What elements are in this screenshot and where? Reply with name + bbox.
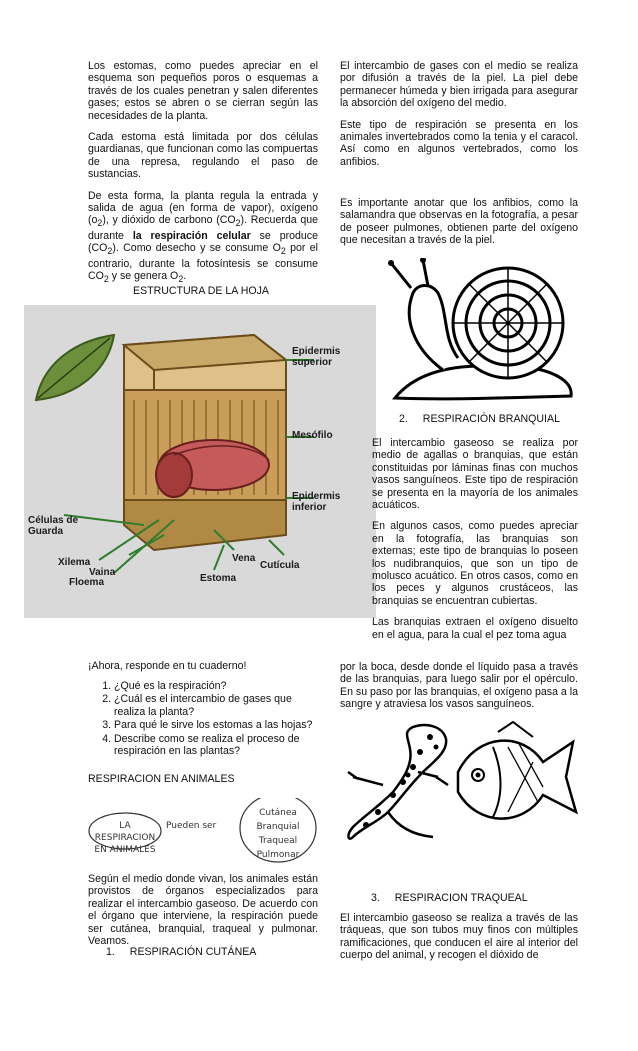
label-xilema: Xilema — [58, 557, 91, 568]
amphibian-paragraph-wrap — [340, 197, 578, 256]
heading-cutanea — [106, 946, 256, 958]
animal-organs-text: Según el medio donde vivan, los animales están provistos de órganos especializados para realizar el intercambio gaseoso. De acuerdo con el órgano que interviene, la respiración puede ser cutánea, branquial, traqueal y pulmonar. Veamos. — [88, 873, 318, 948]
label-floema: Floema — [69, 577, 105, 588]
right-column-top — [340, 60, 578, 177]
questions-list — [88, 680, 318, 758]
concept-map — [88, 798, 318, 866]
gills-extraction-line: Las branquias extraen el oxígeno disuelto en el agua, para la cual el pez toma agua — [372, 616, 578, 641]
concept-type: Traqueal — [258, 836, 298, 846]
tracheal-paragraph: El intercambio gaseoso se realiza a través de las tráqueas, que son tubos muy finos con múltiples ramificaciones, que conducen el aire al interior del cuerpo del animal, y recogen el dióxido de — [340, 912, 578, 962]
arrow-stoma — [214, 545, 224, 570]
heading-number: 3. — [371, 892, 380, 904]
notebook-prompt: ¡Ahora, responde en tu cuaderno! — [88, 660, 247, 672]
stomata-paragraph: Los estomas, como puedes apreciar en el esquema son pequeños poros o esquemas a través de los cuales penetran y salen diferentes gases; estos se abren o se cierran según las necesidades de la planta. — [88, 60, 318, 122]
label-celulas-guarda: Células de Guarda — [28, 515, 79, 537]
snail-illustration — [383, 258, 583, 403]
label-vaina: Vaina — [89, 567, 116, 578]
salamander-fish-icon — [338, 717, 578, 857]
cutaneous-examples-paragraph: Este tipo de respiración se presenta en los animales invertebrados como la tenia y el caracol. Así como en algunos vertebrados, como los anfibios. — [340, 118, 578, 168]
heading-branquial — [399, 413, 560, 425]
external-gills-paragraph: En algunos casos, como puedes apreciar en la fotografía, las branquias son externas; este tipo de branquias lo poseen los nudibranquios, que son un tipo de molusco acuático. En otros casos, como en los peces y algunos crustáceos, las branquias se encuentran cubiertas. — [372, 520, 578, 607]
label-vena: Vena — [232, 553, 256, 564]
animals-illustration — [338, 717, 578, 857]
concept-type: Branquial — [256, 822, 300, 832]
concept-type: Cutánea — [259, 808, 297, 818]
concept-link-label: Pueden ser — [166, 821, 217, 831]
label-epidermis-inferior: Epidermis inferior — [292, 491, 341, 513]
leaf-icon — [36, 335, 114, 400]
guard-cells-paragraph: Cada estoma está limitada por dos células guardianas, que funcionan como las compuertas de una represa, regulando el paso de sustancias. — [88, 131, 318, 181]
gills-paragraph: El intercambio gaseoso se realiza por medio de agallas o branquias, que están constituidas por láminas finas con muchos vasos sanguíneos. Este tipo de respiración se presenta en la mayoría de los animales acuáticos. — [372, 437, 578, 512]
label-epidermis-superior: Epidermis superior — [292, 346, 341, 368]
gills-extraction-paragraph: por la boca, desde donde el líquido pasa a través de las branquias, para luego salir por el opérculo. En su paso por las branquias, el oxígeno pasa a la sangre y atraviesa los vasos sanguíneos. — [340, 661, 578, 711]
label-mesofilo: Mesófilo — [292, 430, 333, 441]
question-item: 2. ¿Cuál es el intercambio de gases que realiza la planta? — [114, 693, 318, 718]
question-item: 1. ¿Qué es la respiración? — [114, 680, 318, 692]
heading-traqueal — [371, 892, 528, 904]
label-estoma: Estoma — [200, 573, 237, 584]
leaf-diagram — [24, 305, 376, 618]
label-cuticula: Cutícula — [260, 560, 300, 571]
heading-text: RESPIRACIÓN BRANQUIAL — [422, 413, 560, 425]
concept-main-node: LA RESPIRACION EN ANIMALES — [94, 821, 156, 855]
question-item: 3. Para qué le sirve los estomas a las hojas? — [114, 719, 318, 731]
arrow-cuticle — [269, 540, 284, 555]
snail-icon — [383, 258, 583, 403]
leaf-structure-title: ESTRUCTURA DE LA HOJA — [133, 285, 269, 297]
heading-number: 2. — [399, 413, 408, 425]
concept-type: Pulmonar — [256, 850, 300, 860]
heading-text: RESPIRACION TRAQUEAL — [394, 892, 528, 904]
heading-number: 1. — [106, 946, 115, 958]
branquial-text-block — [372, 437, 578, 641]
cutaneous-exchange-paragraph: El intercambio de gases con el medio se realiza por difusión a través de la piel. La piel debe permanecer húmeda y bien irrigada para asegurar la absorción del oxígeno del medio. — [340, 60, 578, 110]
gas-regulation-paragraph: De esta forma, la planta regula la entrada y salida de agua (en forma de vapor), oxígeno $(o_2)$, y dióxido de carbono $(CO_2)$. Recuerda que durante la respiración celular se produce $(CO_2)$. Como desecho y se consume $O_2$ por el contrario, durante la fotosíntesis se consume $CO_2$ y se genera $O_2$. — [88, 189, 319, 285]
animal-organs-paragraph — [88, 873, 318, 956]
fish-icon — [458, 722, 576, 819]
concept-types-node — [240, 806, 316, 862]
amphibian-paragraph: Es importante anotar que los anfibios, como la salamandra que observas en la fotografía, a pesar de poseer pulmones, obtienen parte del oxígeno que necesitan a través de la piel. — [340, 197, 578, 247]
salamander-icon — [348, 725, 448, 839]
animals-heading: RESPIRACION EN ANIMALES — [88, 773, 235, 785]
left-column — [88, 60, 318, 295]
question-item: 4. Describe como se realiza el proceso de respiración en las plantas? — [114, 733, 318, 758]
heading-text: RESPIRACIÓN CUTÁNEA — [129, 946, 257, 958]
